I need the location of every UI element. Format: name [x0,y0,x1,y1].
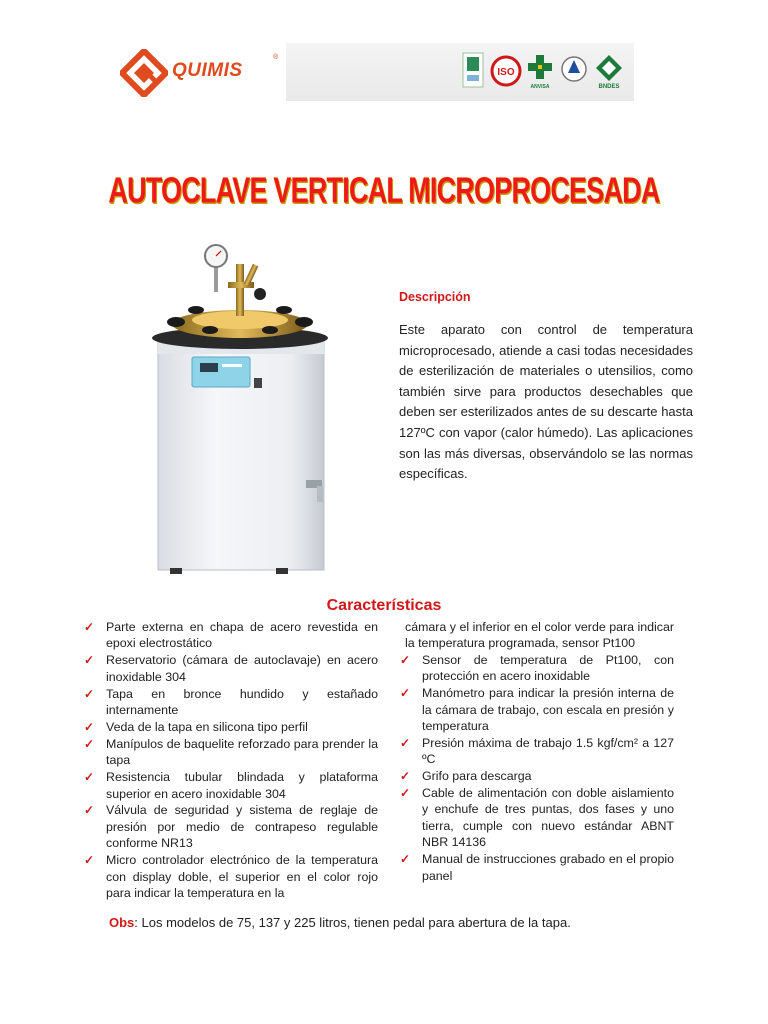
feature-text: Manual de instrucciones grabado en el propio panel [422,852,674,883]
description-text: Este aparato con control de temperatura microprocesado, atiende a casi todas necesidades de esterilización de materiales o utensilios, como también sirve para productos desechables que deben ser esterilizados antes de su descarte hasta 127ºC con vapor (calor húmedo). Las aplicaciones son las más diversas, observándolo se las normas específicas. [399,322,693,482]
feature-item [400,652,674,685]
feature-text: Presión máxima de trabajo 1.5 kgf/cm² a 127 ºC [422,735,674,767]
brand-name: QUIMIS [172,60,243,81]
svg-text:ISO: ISO [497,67,515,78]
feature-text: Cable de alimentación con doble aislamiento y enchufe de tres puntas, dos fases y uno tierra, cumple con nuevo estándar ABNT NBR 14136 [422,786,674,850]
iso-logo [490,51,522,89]
checkmark-icon: ✓ [400,769,411,784]
feature-item [400,785,674,851]
feature-item [400,768,674,784]
bndes-logo [592,51,626,91]
feature-text: Válvula de seguridad y sistema de reglaje de presión por medio de contrapeso regulable conforme NR13 [106,803,378,851]
checkmark-icon: ✓ [84,853,95,868]
quimis-logo [110,43,286,101]
checkmark-icon: ✓ [84,736,95,751]
checkmark-icon: ✓ [400,652,411,667]
features-heading: Características [326,597,442,614]
feature-text: Manípulos de baquelite reforzado para prender la tapa [106,736,378,768]
checkmark-icon: ✓ [400,786,411,801]
checkmark-icon: ✓ [400,735,411,750]
header-banner [110,43,634,101]
feature-text: Tapa en bronce hundido y estañado internamente [106,686,378,718]
checkmark-icon: ✓ [84,620,95,634]
feature-item [400,685,674,734]
feature-text: Manómetro para indicar la presión interna de la cámara de trabajo, con escala en presión y temperatura [422,686,674,733]
registered-mark: ® [273,54,279,61]
svg-text:ANVISA: ANVISA [530,84,550,90]
feature-item [84,686,378,719]
feature-text: Reservatorio (cámara de autoclavaje) en acero inoxidable 304 [106,653,378,684]
svg-text:BNDES: BNDES [598,84,620,90]
feature-text: Sensor de temperatura de Pt100, con protección en acero inoxidable [422,652,674,684]
feature-text: Resistencia tubular blindada y plataforma superior en acero inoxidable 304 [106,770,378,801]
checkmark-icon: ✓ [84,686,95,701]
anvisa-logo [525,51,555,91]
feature-text: Parte externa en chapa de acero revestida en epoxi electrostático [106,620,378,651]
green-cert-icon [460,51,486,89]
checkmark-icon: ✓ [84,770,95,785]
feature-text: Grifo para descarga [422,769,532,784]
feature-text: Micro controlador electrónico de la temperatura con display doble, el superior en el color rojo para indicar la temperatura en la [106,853,378,900]
obs-text: : Los modelos de 75, 137 y 225 litros, tienen pedal para abertura de la tapa. [134,915,571,930]
feature-item [400,735,674,768]
features-list-left [84,619,378,902]
feature-item [84,719,378,735]
page-title: AUTOCLAVE VERTICAL MICROPROCESADA [108,170,660,211]
inmetro-logo [560,51,588,89]
feature-item [84,619,378,652]
feature-item [84,736,378,769]
quimis-diamond-icon [120,49,168,97]
observation-note [109,915,571,930]
description-heading: Descripción [399,290,471,304]
feature-item [400,851,674,884]
feature-text: Veda de la tapa en silicona tipo perfil [106,719,308,734]
feature-item [84,802,378,851]
checkmark-icon: ✓ [400,852,411,867]
feature-item [84,652,378,685]
features-list-right [400,619,674,885]
feature-item [84,852,378,901]
checkmark-icon: ✓ [400,686,411,701]
checkmark-icon: ✓ [84,803,95,818]
feature-continuation: cámara y el inferior en el color verde para indicar la temperatura programada, sensor Pt100 [405,620,674,651]
checkmark-icon: ✓ [84,719,95,734]
checkmark-icon: ✓ [84,653,95,668]
obs-label: Obs [109,915,135,930]
feature-item [84,769,378,802]
autoclave-product-image [110,220,380,596]
